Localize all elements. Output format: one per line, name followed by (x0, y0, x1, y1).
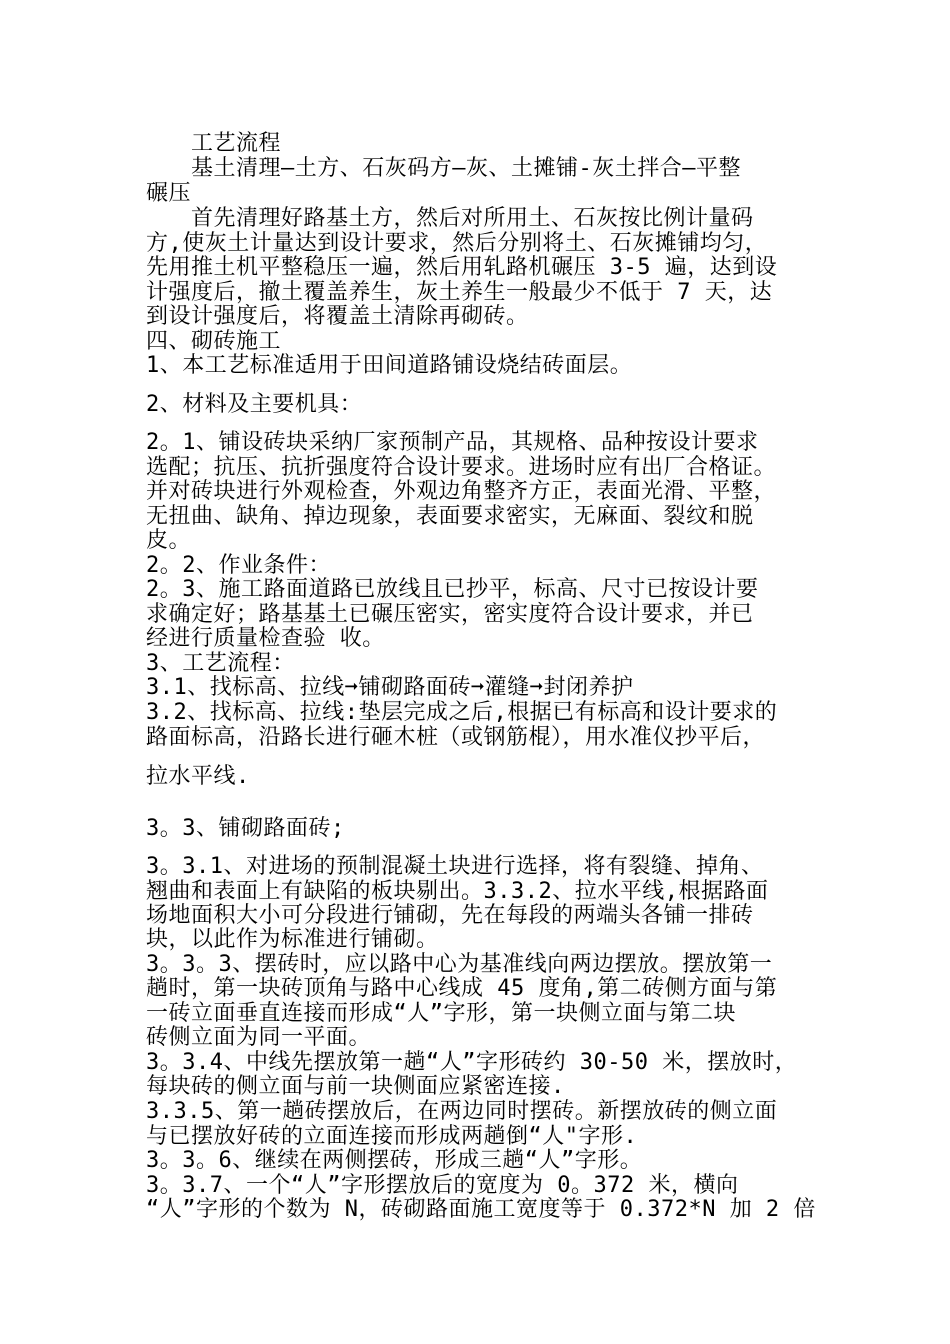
text-line: 3.3.5、第一趟砖摆放后，在两边同时摆砖。新摆放砖的侧立面 (146, 1099, 778, 1124)
text-line: 3。3、铺砌路面砖; (146, 816, 345, 841)
text-line: 每块砖的侧立面与前一块侧面应紧密连接. (146, 1074, 565, 1099)
text-line: 3。3。3、摆砖时，应以路中心为基准线向两边摆放。摆放第一 (146, 952, 773, 977)
text-line: 一砖立面垂直连接而形成“人”字形，第一块侧立面与第二块 (146, 1001, 736, 1026)
text-line: 选配；抗压、抗折强度符合设计要求。进场时应有出厂合格证。 (146, 455, 777, 480)
text-line: 3、工艺流程： (146, 651, 295, 676)
text-line: 3.1、找标高、拉线➞铺砌路面砖➞灌缝➞封闭养护 (146, 675, 634, 700)
text-line: 经进行质量检查验 收。 (146, 626, 385, 651)
text-line: 3。3.4、中线先摆放第一趟“人”字形砖约 30-50 米，摆放时， (146, 1050, 798, 1075)
text-line: 方,使灰土计量达到设计要求，然后分别将土、石灰摊铺均匀， (146, 231, 768, 256)
text-line: 首先清理好路基土方，然后对所用土、石灰按比例计量码 (146, 206, 754, 231)
section-heading: 四、砌砖施工 (146, 329, 282, 354)
text-line: 1、本工艺标准适用于田间道路铺设烧结砖面层。 (146, 353, 633, 378)
text-line: 3。3.1、对进场的预制混凝土块进行选择，将有裂缝、掉角、 (146, 854, 764, 879)
text-line: 到设计强度后，将覆盖土清除再砌砖。 (146, 304, 529, 329)
text-line: “人”字形的个数为 N，砖砌路面施工宽度等于 0.372*N 加 2 倍 (146, 1197, 816, 1222)
text-line: 3。3.7、一个“人”字形摆放后的宽度为 0。372 米，横向 (146, 1173, 739, 1198)
text-line: 求确定好；路基基土已碾压密实，密实度符合设计要求，并已 (146, 602, 754, 627)
text-line: 2。2、作业条件： (146, 553, 331, 578)
text-line: 无扭曲、缺角、掉边现象，表面要求密实，无麻面、裂纹和脱 (146, 504, 754, 529)
text-line: 2。3、施工路面道路已放线且已抄平，标高、尺寸已按设计要 (146, 577, 759, 602)
text-line: 翘曲和表面上有缺陷的板块剔出。3.3.2、拉水平线,根据路面 (146, 879, 769, 904)
text-line: 工艺流程 (146, 131, 282, 156)
text-line: 路面标高，沿路长进行砸木桩（或钢筋棍），用水准仪抄平后， (146, 725, 766, 750)
text-line: 碾压 (146, 181, 192, 206)
text-line: 先用推土机平整稳压一遍，然后用轧路机碾压 3-5 遍，达到设 (146, 255, 778, 280)
text-line: 拉水平线. (146, 764, 250, 789)
text-line: 基土清理—土方、石灰码方—灰、土摊铺-灰土拌合—平整 (146, 156, 741, 181)
text-line: 砖侧立面为同一平面。 (146, 1025, 372, 1050)
text-line: 块，以此作为标准进行铺砌。 (146, 927, 439, 952)
text-line: 2、材料及主要机具： (146, 392, 363, 417)
text-line: 皮。 (146, 528, 192, 553)
text-line: 并对砖块进行外观检查，外观边角整齐方正，表面光滑、平整， (146, 479, 777, 504)
text-line: 场地面积大小可分段进行铺砌，先在每段的两端头各铺一排砖 (146, 903, 754, 928)
text-line: 计强度后，撤土覆盖养生，灰土养生一般最少不低于 7 天，达 (146, 280, 773, 305)
text-line: 3.2、找标高、拉线:垫层完成之后,根据已有标高和设计要求的 (146, 700, 778, 725)
text-line: 3。3。6、继续在两侧摆砖，形成三趟“人”字形。 (146, 1148, 643, 1173)
text-line: 与已摆放好砖的立面连接而形成两趟倒“人"字形. (146, 1124, 638, 1149)
text-line: 2。1、铺设砖块采纳厂家预制产品，其规格、品种按设计要求 (146, 430, 759, 455)
text-line: 趟时，第一块砖顶角与路中心线成 45 度角,第二砖侧方面与第 (146, 976, 778, 1001)
